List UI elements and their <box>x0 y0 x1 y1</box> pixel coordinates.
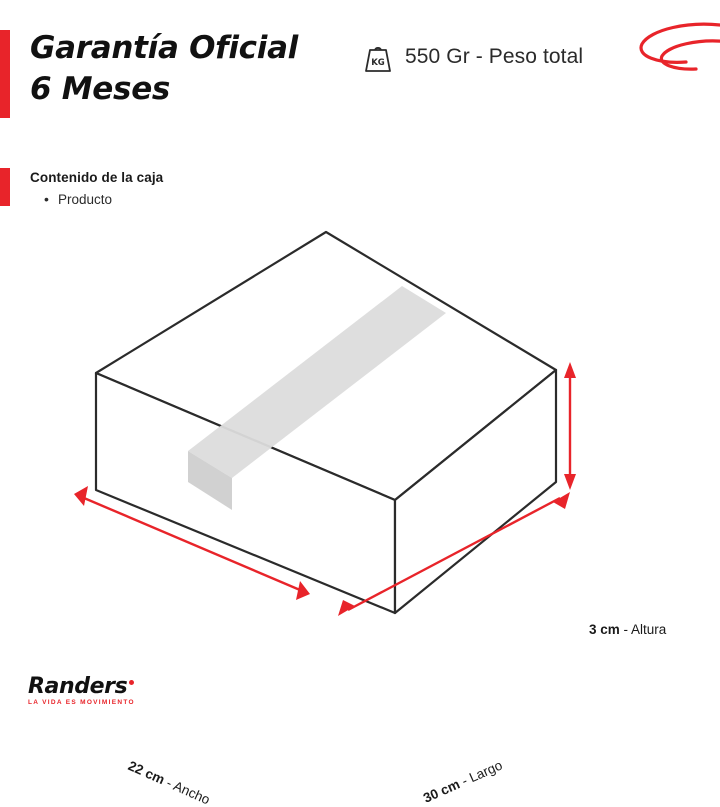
contents-heading: Contenido de la caja <box>30 170 164 185</box>
kg-weight-icon <box>363 40 393 74</box>
list-item: • Producto <box>44 190 112 210</box>
brand-logo <box>28 676 208 710</box>
dimension-height-label <box>589 622 666 637</box>
dimension-length-value: 30 cm <box>421 776 463 806</box>
brand-tagline: LA VIDA ES MOVIMIENTO <box>28 699 135 706</box>
title-line-1: Garantía Oficial <box>30 30 299 66</box>
title-line-2: 6 Meses <box>30 71 171 107</box>
dimension-width-value: 22 cm <box>125 758 167 788</box>
contents-list <box>44 190 112 210</box>
dimension-height-name: - Altura <box>623 622 667 637</box>
svg-text:KG: KG <box>371 58 385 68</box>
weight-text: 550 Gr - Peso total <box>405 45 584 68</box>
page-title <box>30 28 350 110</box>
dimension-length-label <box>421 757 505 805</box>
weight-block <box>363 40 583 74</box>
dimension-height-value: 3 cm <box>589 622 620 637</box>
swoosh-decoration <box>610 18 720 88</box>
contents-accent-bar <box>0 168 10 206</box>
brand-name-text: Randers <box>28 674 128 699</box>
dimension-width-label <box>126 758 212 807</box>
dimension-width-name: - Ancho <box>164 775 213 807</box>
dimension-length-name: - Largo <box>459 757 505 789</box>
brand-name <box>28 676 208 698</box>
brand-dot-icon <box>129 680 134 685</box>
title-accent-bar <box>0 30 10 118</box>
